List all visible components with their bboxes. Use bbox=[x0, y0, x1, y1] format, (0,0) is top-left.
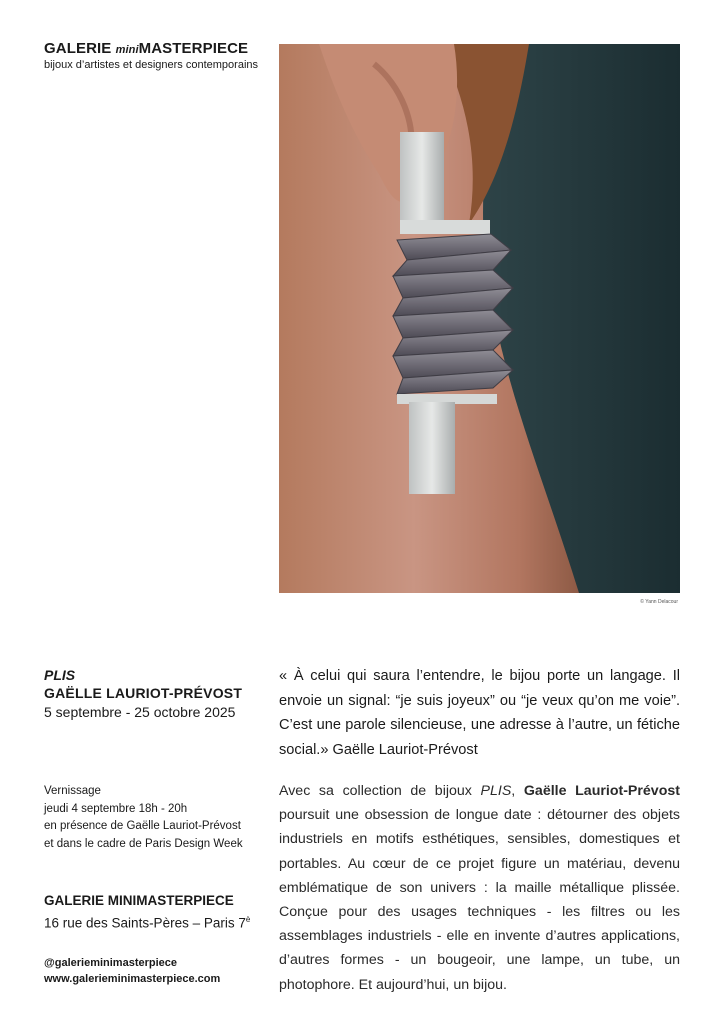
gallery-name: GALERIE MINIMASTERPIECE bbox=[44, 893, 234, 908]
body-text: poursuit une obsession de longue date : détourner des objets industriels en motifs esthétiques, sensibles, domestiques et portables. Au cœur de ce projet figure un matériau, devenu emblématique de son univers : la maille métallique plissée. Conçue pour des usages techniques - les filtres ou les assemblages industriels - elle en invente d’autres applications, d’autres formes - un bougeoir, une lampe, un tube, un photophore. Et aujourd’hui, un bijou. bbox=[279, 807, 680, 993]
gallery-street: 16 rue des Saints-Pères – Paris 7 bbox=[44, 915, 246, 931]
earring-illustration bbox=[279, 44, 680, 593]
body-comma: , bbox=[511, 783, 524, 799]
vernissage-line: en présence de Gaëlle Lauriot-Prévost bbox=[44, 820, 241, 832]
arrondissement-suffix: è bbox=[245, 915, 251, 924]
logo-tagline: bijoux d’artistes et designers contemporains bbox=[44, 59, 259, 71]
logo-part-mini: mini bbox=[115, 44, 139, 56]
exhibition-title: PLIS bbox=[44, 667, 76, 683]
body-intro: Avec sa collection de bijoux bbox=[279, 783, 481, 799]
photo-credit: © Yann Delacour bbox=[640, 599, 678, 605]
website-link[interactable]: www.galerieminimasterpiece.com bbox=[44, 973, 221, 985]
body-artist-name: Gaëlle Lauriot-Prévost bbox=[523, 783, 680, 799]
vernissage-line: jeudi 4 septembre 18h - 20h bbox=[44, 802, 188, 815]
instagram-handle[interactable]: @galerieminimasterpiece bbox=[44, 957, 178, 969]
vernissage-heading: Vernissage bbox=[44, 785, 101, 797]
artist-quote bbox=[279, 664, 680, 762]
exhibition-info bbox=[44, 666, 242, 722]
vernissage-line: et dans le cadre de Paris Design Week bbox=[44, 837, 243, 850]
gallery-logo bbox=[44, 40, 258, 72]
collection-name: PLIS bbox=[480, 783, 512, 799]
contacts bbox=[44, 955, 220, 987]
exhibition-artist: GAËLLE LAURIOT-PRÉVOST bbox=[44, 685, 243, 701]
gallery-address-block bbox=[44, 891, 250, 933]
logo-part-galerie: GALERIE bbox=[44, 40, 116, 57]
quote-author: Gaëlle Lauriot-Prévost bbox=[332, 741, 478, 758]
logo-wordmark bbox=[44, 40, 258, 59]
body-paragraph bbox=[279, 779, 680, 997]
quote-text: « À celui qui saura l’entendre, le bijou porte un langage. Il envoie un signal: “je suis joyeux” ou “je veux qu’on me voie”. C’est une parole silencieuse, une adresse à l’autre, un fétiche social.» bbox=[279, 668, 680, 758]
earring-photo bbox=[279, 44, 680, 593]
logo-part-masterpiece: MASTERPIECE bbox=[138, 40, 249, 57]
vernissage-info bbox=[44, 783, 243, 853]
exhibition-dates: 5 septembre - 25 octobre 2025 bbox=[44, 704, 236, 720]
gallery-address bbox=[44, 910, 250, 933]
